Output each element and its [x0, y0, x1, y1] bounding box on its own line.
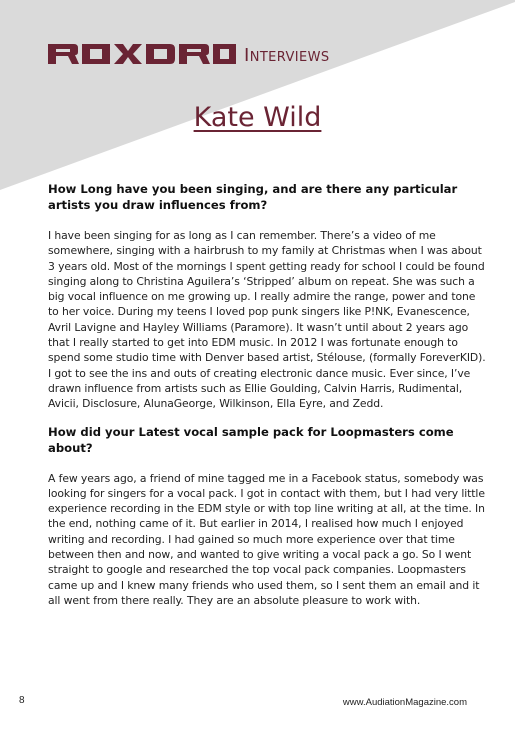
section-label: Interviews [244, 45, 330, 66]
footer-url: www.AudiationMagazine.com [342, 697, 467, 708]
roxdro-logo [48, 42, 236, 66]
interview-title: Kate Wild [193, 102, 322, 133]
question-1: How Long have you been singing, and are there any particular artists you draw influences from? [48, 182, 458, 212]
magazine-header [48, 42, 330, 66]
answer-1: I have been singing for as long as I can remember. There’s a video of me somewhere, singing with a hairbrush to my family at Christmas when I was about 3 years old. Most of the mornings I spent getting ready for school I could be found singing along to Christina Aguilera’s ‘Stripped’ album on repeat. She was such a big vocal influence on me growing up. I really admire the range, power and tone to her voice. During my teens I loved pop punk singers like P!NK, Evanescence, Avril Lavigne and Hayley Williams (Paramore). It wasn’t until about 2 years ago that I really started to get into EDM music. In 2012 I was fortunate enough to spend some studio time with Denver based artist, Stélouse, (formally ForeverKID). I got to see the ins and outs of creating electronic dance music. Ever since, I’ve drawn influence from artists such as Ellie Goulding, Calvin Harris, Rudimental, Avicii, Disclosure, AlunaGeorge, Wilkinson, Ella Eyre, and Zedd. [48, 229, 486, 411]
question-2: How did your Latest vocal sample pack for Loopmasters come about? [48, 424, 454, 455]
interview-body [48, 181, 488, 620]
page-number: 8 [19, 695, 25, 706]
corner-background-shape [0, 0, 515, 190]
answer-2: A few years ago, a friend of mine tagged me in a Facebook status, somebody was looking for singers for a vocal pack. I got in contact with them, but I had very little experience recording in the EDM style or with top line writing at all, at the time. In the end, nothing came of it. But earlier in 2014, I realised how much I enjoyed writing and recording. I had gained so much more experience over that time between then and now, and wanted to give writing a vocal pack a go. So I went straight to google and researched the top vocal pack companies. Loopmasters came up and I knew many friends who used them, so I sent them an email and it all went from there really. They are an absolute pleasure to work with. [48, 471, 485, 607]
